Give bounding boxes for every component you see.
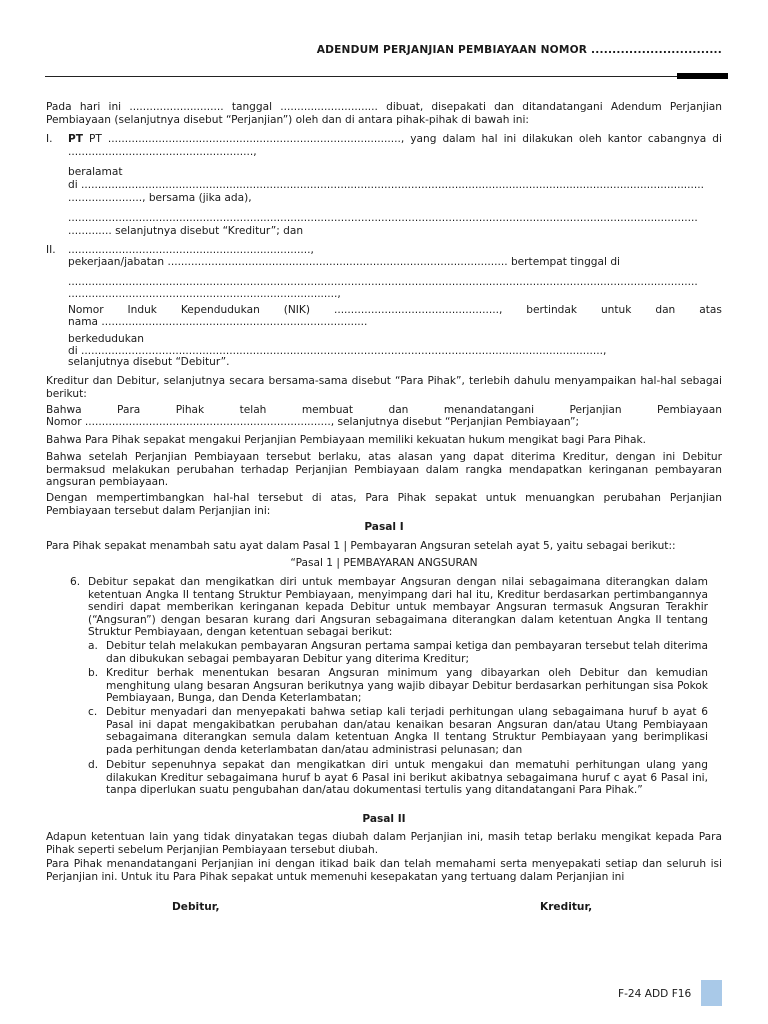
party2-domicile: di ...........................................................................................................................................................,: [68, 345, 607, 357]
intro-paragraph: Pada hari ini ............................ tanggal ............................. dibuat, disepakati dan ditandatangani Adendum Perjanjian Pembiayaan (selanjutnya disebut “Perjanjian”) oleh dan di antara pihak-pihak di bawah ini:: [46, 101, 722, 126]
party1-company-text: PT ......................................................................................., yang dalam hal ini dilakukan oleh kantor cabangnya di .......................................................,: [68, 133, 722, 158]
party2-residence: ...........................................................................................................................................................................................: [68, 276, 698, 288]
nik-word: atas: [699, 304, 722, 316]
sub-c-text: Debitur menyadari dan menyepakati bahwa setiap kali terjadi perhitungan ulang sebagaimana huruf b ayat 6 Pasal ini dapat mengakibatkan perubahan dan/atau kenaikan besaran Angsuran dan/atau Utang Pembiayaan sebagaimana diterangkan semula dalam ketentuan Angka II tentang Struktur Pembiayaan yang berimplikasi pada perhitungan denda keterlambatan dan/atau administrasi pelunasan; dan: [106, 706, 708, 756]
sub-d-label: d.: [88, 759, 99, 771]
sub-b-label: b.: [88, 667, 99, 679]
recital-word: menandatangani: [443, 404, 535, 416]
sub-c-label: c.: [88, 706, 98, 718]
sub-b-text: Kreditur berhak menentukan besaran Angsuran minimum yang dibayarkan oleh Debitur dan kemudian menghitung ulang besaran Angsuran berikutnya yang wajib dibayar Debitur berdasarkan perhitungan sisa Pokok Pembiayaan, Bunga, dan Denda Keterlambatan;: [106, 667, 708, 704]
recital-word: Para: [117, 404, 141, 416]
nik-word: untuk: [600, 304, 632, 316]
recital-intro: Kreditur dan Debitur, selanjutnya secara bersama-sama disebut “Para Pihak”, terlebih dahulu menyampaikan hal-hal sebagai berikut:: [46, 375, 722, 400]
pasal-1-quote-title: “Pasal 1 | PEMBAYARAN ANGSURAN: [290, 557, 478, 569]
recital-word: Pembiayaan: [656, 404, 722, 416]
party1-address-label: beralamat: [68, 166, 123, 178]
party2-name: ........................................................................,: [68, 244, 314, 256]
pasal-2-para-2: Para Pihak menandatangani Perjanjian ini dengan itikad baik dan telah memahami serta menyepakati setiap dan seluruh isi Perjanjian ini. Untuk itu Para Pihak sepakat untuk memenuhi kesepakatan yang tertuang dalam Perjanjian ini: [46, 858, 722, 883]
nik-word: Induk: [127, 304, 157, 316]
document-title: ADENDUM PERJANJIAN PEMBIAYAAN NOMOR ...............................: [316, 44, 722, 56]
recital-word: Perjanjian: [569, 404, 622, 416]
recital-2: Bahwa Para Pihak sepakat mengakui Perjanjian Pembiayaan memiliki kekuatan hukum mengikat bagi Para Pihak.: [46, 434, 647, 446]
nik-word: (NIK): [283, 304, 311, 316]
party2-name-field: nama ...............................................................................: [68, 316, 368, 328]
recital-word: dan: [388, 404, 409, 416]
sub-a-text: Debitur telah melakukan pembayaran Angsuran pertama sampai ketiga dan pembayaran tersebut telah diterima dan dibukukan sebagai pembayaran Debitur yang diterima Kreditur;: [106, 640, 708, 665]
pasal-1-intro: Para Pihak sepakat menambah satu ayat dalam Pasal 1 | Pembayaran Angsuran setelah ayat 5, yaitu sebagai berikut::: [46, 540, 676, 552]
footer-accent-box: [701, 980, 722, 1006]
recital-word: Bahwa: [46, 404, 82, 416]
party1-company: PT PT ......................................................................................., yang dalam hal ini dilakukan oleh kantor cabangnya di .......................................................,: [68, 133, 722, 158]
party1-extra-line: ...........................................................................................................................................................................................: [68, 212, 698, 224]
pasal-2-title: Pasal II: [362, 813, 406, 825]
recital-1-line2: Nomor ........................................................................., selanjutnya disebut “Perjanjian Pembiayaan”;: [46, 416, 580, 428]
sub-a-label: a.: [88, 640, 98, 652]
nik-word: Nomor: [68, 304, 104, 316]
recital-4: Dengan mempertimbangkan hal-hal tersebut di atas, Para Pihak sepakat untuk menuangkan perubahan Perjanjian Pembiayaan tersebut dalam Perjanjian ini:: [46, 492, 722, 517]
party1-together: ......................, bersama (jika ada),: [68, 192, 252, 204]
nik-word: .................................................,: [333, 304, 503, 316]
recital-word: telah: [239, 404, 267, 416]
signature-kreditur-label: Kreditur,: [540, 901, 593, 913]
form-code: F-24 ADD F16: [618, 988, 692, 1000]
party2-label: II.: [46, 244, 56, 256]
party2-residence-cont: ................................................................................,: [68, 288, 341, 300]
nik-word: bertindak: [526, 304, 578, 316]
item-6-number: 6.: [70, 576, 81, 588]
sub-d-text: Debitur sepenuhnya sepakat dan mengikatkan diri untuk mengakui dan mematuhi perhitungan ulang yang dilakukan Kreditur sebagaimana huruf b ayat 6 Pasal ini berikut akibatnya sebagaimana huruf c ayat 6 Pasal ini, tanpa diperlukan suatu pengubahan dan/atau dokumentasi tertulis yang ditandatangani Para Pihak.”: [106, 759, 708, 796]
header-rule-accent: [677, 73, 728, 79]
pasal-1-title: Pasal I: [364, 521, 404, 533]
party2-occupation: pekerjaan/jabatan ..................................................................................................... bertempat tinggal di: [68, 256, 620, 268]
party1-label: I.: [46, 133, 53, 145]
pasal-2-para-1: Adapun ketentuan lain yang tidak dinyatakan tegas diubah dalam Perjanjian ini, masih tetap berlaku mengikat kepada Para Pihak seperti sebelum Perjanjian Pembiayaan tersebut diubah.: [46, 831, 722, 856]
recital-1-line1: [46, 404, 722, 417]
party2-nik-line: [68, 304, 722, 317]
signature-debitur-label: Debitur,: [172, 901, 220, 913]
party2-domicile-label: berkedudukan: [68, 333, 144, 345]
nik-word: dan: [655, 304, 676, 316]
recital-3: Bahwa setelah Perjanjian Pembiayaan tersebut berlaku, atas alasan yang dapat diterima Kreditur, dengan ini Debitur bermaksud melakukan perubahan terhadap Perjanjian Pembiayaan dalam rangka mendapatkan keringanan pembayaran angsuran pembiayaan.: [46, 451, 722, 488]
header-rule: [45, 76, 677, 77]
party1-address: di .........................................................................................................................................................................................: [68, 179, 705, 191]
item-6-text: Debitur sepakat dan mengikatkan diri untuk membayar Angsuran dengan nilai sebagaimana diterangkan dalam ketentuan Angka II tentang Struktur Pembiayaan, menyimpang dari hal itu, Kreditur berdasarkan pertimbangannya sendiri dapat memberikan keringanan kepada Debitur untuk membayar Angsuran termasuk Angsuran Terakhir (“Angsuran”) dengan besaran kurang dari Angsuran sebagaimana diterangkan dalam ketentuan Angka II tentang Struktur Pembiayaan, dengan ketentuan sebagai berikut:: [88, 576, 708, 638]
party2-alias: selanjutnya disebut “Debitur”.: [68, 356, 230, 368]
party1-alias: ............. selanjutnya disebut “Kreditur”; dan: [68, 225, 304, 237]
recital-word: membuat: [301, 404, 354, 416]
nik-word: Kependudukan: [180, 304, 260, 316]
recital-word: Pihak: [175, 404, 205, 416]
